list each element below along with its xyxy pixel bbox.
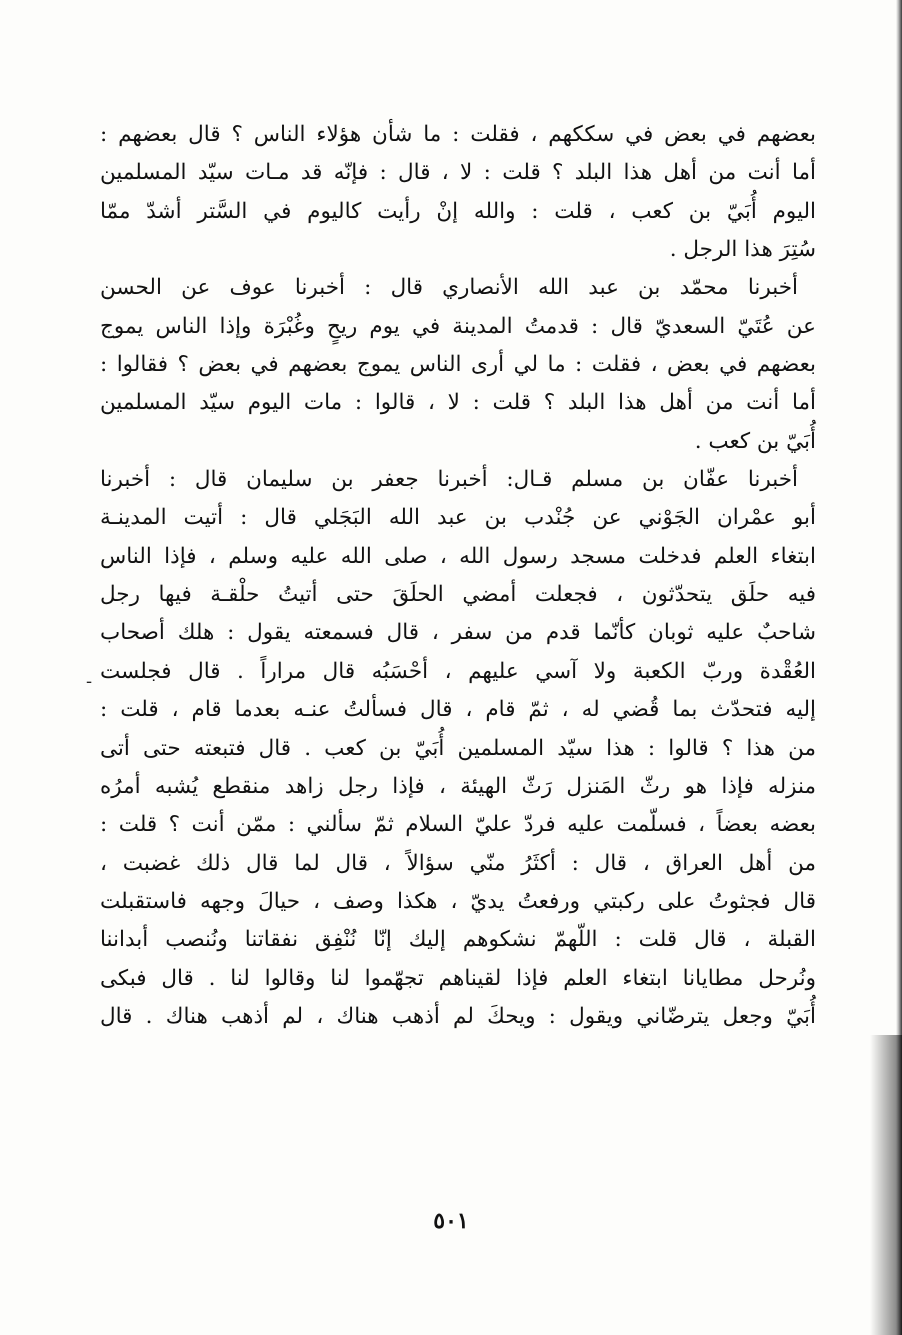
text-line: سُتِرَ هذا الرجل . [669, 237, 816, 263]
text-line: فيه حلَق يتحدّثون ، فجعلت أمضي الحلَقَ حتى أتيتُ حلْقـة فيها رجل [100, 582, 816, 608]
text-line: ونُرحل مطايانا ابتغاء العلم فإذا لقيناهم تجهّموا لنا وقالوا لنا . قال فبكى [100, 965, 816, 991]
text-line: قال فجثوتُ على ركبتي ورفعتُ يديّ ، هكذا وصف ، حيالَ وجهه فاستقبلت [100, 888, 816, 914]
text-line: من أهل العراق ، قال : أكثَرُ منّي سؤالاً ، قال لما قال ذلك غضبت ، [100, 850, 816, 876]
text-line: بعضهم في بعض في سككهم ، فقلت : ما شأن هؤلاء الناس ؟ قال بعضهم : [100, 122, 816, 147]
margin-mark: - [86, 671, 93, 692]
text-line: أُبَيّ وجعل يترضّاني ويقول : ويحكَ لم أذهب هناك ، لم أذهب هناك . قال [100, 1003, 816, 1029]
text-line: إليه فتحدّث بما قُضي له ، ثمّ قام ، قال فسألتُ عنـه بعدما قام ، قلت : [100, 697, 816, 723]
scan-shadow-corner [862, 1035, 902, 1335]
text-line: العُقْدة وربّ الكعبة ولا آسي عليهم ، أحْسَبُه قال مراراً . قال فجلست [100, 658, 816, 684]
text-line: بعضهم في بعض ، فقلت : ما لي أرى الناس يموج بعضهم في بعض ؟ فقالوا : [100, 352, 816, 378]
text-line: أما أنت من أهل هذا البلد ؟ قلت : لا ، قالوا : مات اليوم سيّد المسلمين [100, 390, 816, 416]
text-line: بعضه بعضاً ، فسلّمت عليه فردّ عليّ السلام ثمّ سألني : ممّن أنت ؟ قلت : [100, 812, 816, 838]
text-line: القبلة ، قال قلت : اللّهمّ نشكوهم إليك إنّا نُنْفِق نفقاتنا ونُنصب أبداننا [100, 927, 816, 953]
text-line: ابتغاء العلم فدخلت مسجد رسول الله ، صلى الله عليه وسلم ، فإذا الناس [100, 543, 816, 569]
text-line: شاحبٌ عليه ثوبان كأنّما قدم من سفر ، قال فسمعته يقول : هلك أصحاب [100, 620, 816, 646]
text-line: أخبرنا محمّد بن عبد الله الأنصاري قال : أخبرنا عوف عن الحسن [100, 275, 798, 301]
page-number: ٥٠١ [433, 1208, 469, 1234]
text-line: أخبرنا عفّان بن مسلم قـال: أخبرنا جعفر بن سليمان قال : أخبرنا [100, 467, 798, 493]
text-line: أما أنت من أهل هذا البلد ؟ قلت : لا ، قال : فإنّه قد مـات سيّد المسلمين [100, 160, 816, 186]
body-text [100, 116, 816, 1036]
text-line: أُبَيّ بن كعب . [694, 428, 816, 454]
text-line: من هذا ؟ قالوا : هذا سيّد المسلمين أُبَيّ بن كعب . قال فتبعته حتى أتى [100, 735, 816, 761]
text-line: اليوم أُبَيّ بن كعب ، قلت : والله إنْ رأيت كاليوم في السَّتر أشدّ ممّا [100, 198, 816, 224]
text-line: عن عُتَيّ السعديّ قال : قدمتُ المدينة في يوم ريحٍ وغُبْرَة وإذا الناس يموج [100, 313, 816, 339]
text-line: منزله فإذا هو رثّ المَنزل رَثّ الهيئة ، فإذا رجل زاهد منقطع يُشبه أمرُه [100, 773, 816, 799]
text-line: أبو عمْران الجَوْني عن جُنْدب بن عبد الله البَجَلي قال : أتيت المدينـة [100, 505, 816, 531]
